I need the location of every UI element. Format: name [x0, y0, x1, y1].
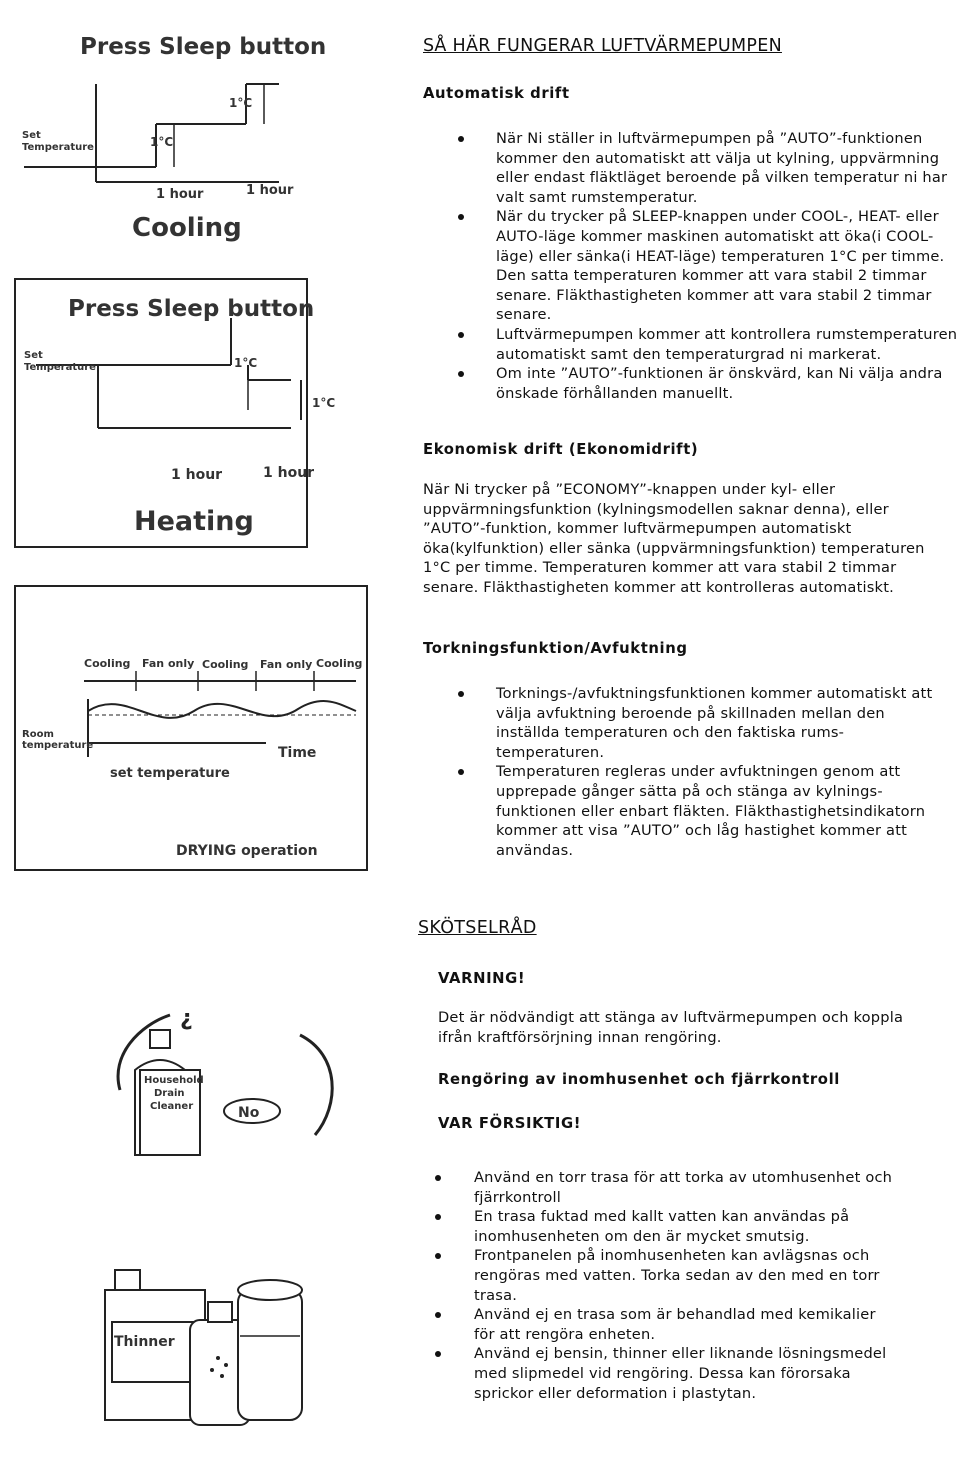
cooling-figure — [14, 14, 327, 262]
thinner-figure — [100, 1250, 400, 1460]
thinner-can-label: Thinner — [114, 1334, 175, 1350]
drying-set-label: set temperature — [110, 766, 230, 781]
heating-set-label-1: Set — [24, 350, 43, 361]
care-bullet-4: Använd ej en trasa som är behandlad med kemikalier för att rengöra enheten. — [418, 1305, 898, 1344]
drying-figure — [14, 585, 368, 871]
care-bullet-3: Frontpanelen på inomhusenheten kan avlägsnas och rengöras med vatten. Torka sedan av den med en torr trasa. — [418, 1246, 898, 1305]
drying-phase-2: Fan only — [142, 657, 195, 670]
cooling-figure-title: Press Sleep button — [80, 34, 327, 60]
eco-heading: Ekonomisk drift (Ekonomidrift) — [423, 441, 699, 458]
heating-set-label-2: Temperature — [24, 362, 96, 373]
heating-step-2: 1°C — [312, 396, 336, 410]
drying-room-label-1: Room — [22, 729, 54, 740]
auto-bullet-list — [423, 129, 963, 403]
drying-time-label: Time — [278, 745, 317, 761]
dry-bullet-1: Torknings-/avfuktningsfunktionen kommer automatiskt att välja avfuktning beroende på skillnaden mellan den inställda temperaturen och den faktiska rums-temperaturen. — [423, 684, 948, 762]
auto-bullet-3: Luftvärmepumpen kommer att kontrollera rumstemperaturen automatiskt samt den temperaturgrad ni markerat. — [423, 325, 963, 364]
cooling-set-label-2: Temperature — [22, 142, 94, 153]
cooling-step-1: 1°C — [150, 135, 174, 149]
warning-label: VARNING! — [438, 970, 526, 987]
cooling-caption: Cooling — [132, 213, 242, 243]
heating-figure — [14, 278, 336, 548]
auto-bullet-1: När Ni ställer in luftvärmepumpen på ”AUTO”-funktionen kommer den automatiskt att välja ut kylning, uppvärmning eller endast fläktläget beroende på vilken temperatur ni har valt samt rumstemperatur. — [423, 129, 963, 207]
heating-caption: Heating — [134, 506, 254, 537]
dry-bullet-2: Temperaturen regleras under avfuktningen genom att upprepade gånger sätta på och stänga av kylnings-funktionen eller enbart fläkten. Fläkthastighetsindikatorn kommer att visa ”AUTO” och låg hastighet kommer att användas. — [423, 762, 948, 860]
cleaner-figure — [100, 995, 360, 1160]
dry-heading: Torkningsfunktion/Avfuktning — [423, 640, 688, 657]
cooling-step-2: 1°C — [229, 96, 253, 110]
care-bullet-list — [418, 1168, 898, 1403]
cooling-hour-1: 1 hour — [156, 187, 204, 202]
drying-room-label-2: temperature — [22, 740, 94, 751]
cleaner-bottle-line1: Household — [144, 1075, 204, 1086]
main-title: SÅ HÄR FUNGERAR LUFTVÄRMEPUMPEN — [423, 36, 782, 56]
care-title: SKÖTSELRÅD — [418, 918, 537, 938]
auto-bullet-2: När du trycker på SLEEP-knappen under COOL-, HEAT- eller AUTO-läge kommer maskinen automatiskt att öka(i COOL-läge) eller sänka(i HEAT-läge) temperaturen 1°C per timme. Den satta temperaturen kommer att vara stabil 2 timmar senare. Fläkthastigheten kommer att vara stabil 2 timmar senare. — [423, 207, 963, 325]
drying-phase-1: Cooling — [84, 657, 131, 670]
care-bullet-5: Använd ej bensin, thinner eller liknande lösningsmedel med slipmedel vid rengöring. Dessa kan förorsaka sprickor eller deformation i plastytan. — [418, 1344, 898, 1403]
auto-bullet-4: Om inte ”AUTO”-funktionen är önskvärd, kan Ni välja andra önskade förhållanden manuellt. — [423, 364, 963, 403]
clean-heading: Rengöring av inomhusenhet och fjärrkontroll — [438, 1071, 840, 1088]
drying-phase-4: Fan only — [260, 658, 313, 671]
cooling-hour-2: 1 hour — [246, 183, 294, 198]
warning-text: Det är nödvändigt att stänga av luftvärmepumpen och koppla ifrån kraftförsörjning innan rengöring. — [438, 1009, 904, 1046]
care-bullet-2: En trasa fuktad med kallt vatten kan användas på inomhusenheten om den är mycket smutsig. — [418, 1207, 898, 1246]
heating-figure-title: Press Sleep button — [68, 296, 315, 322]
caution-label: VAR FÖRSIKTIG! — [438, 1115, 582, 1132]
eco-text: När Ni trycker på ”ECONOMY”-knappen under kyl- eller uppvärmningsfunktion (kylningsmodellen saknar denna), eller ”AUTO”-funktion, kommer luftvärmepumpen automatiskt öka(kylfunktion) eller sänka (uppvärmningsfunktion) temperaturen 1°C per timme. Temperaturen kommer att vara stabil 2 timmar senare. Fläkthastigheten kommer att kontrolleras automatiskt. — [423, 481, 925, 596]
heating-hour-2: 1 hour — [263, 465, 315, 481]
dry-bullet-list — [423, 684, 948, 860]
drying-phase-3: Cooling — [202, 658, 249, 671]
cleaner-bottle-line2: Drain — [154, 1088, 185, 1099]
cleaner-bottle-line3: Cleaner — [150, 1101, 194, 1112]
drying-caption: DRYING operation — [176, 843, 318, 859]
no-label: No — [238, 1105, 260, 1121]
heating-step-1: 1°C — [234, 356, 258, 370]
splash-icon: ¿ — [180, 1006, 193, 1031]
heating-hour-1: 1 hour — [171, 467, 223, 483]
drying-phase-5: Cooling — [316, 657, 363, 670]
care-bullet-1: Använd en torr trasa för att torka av utomhusenhet och fjärrkontroll — [418, 1168, 898, 1207]
auto-heading: Automatisk drift — [423, 85, 570, 102]
cooling-set-label-1: Set — [22, 130, 41, 141]
